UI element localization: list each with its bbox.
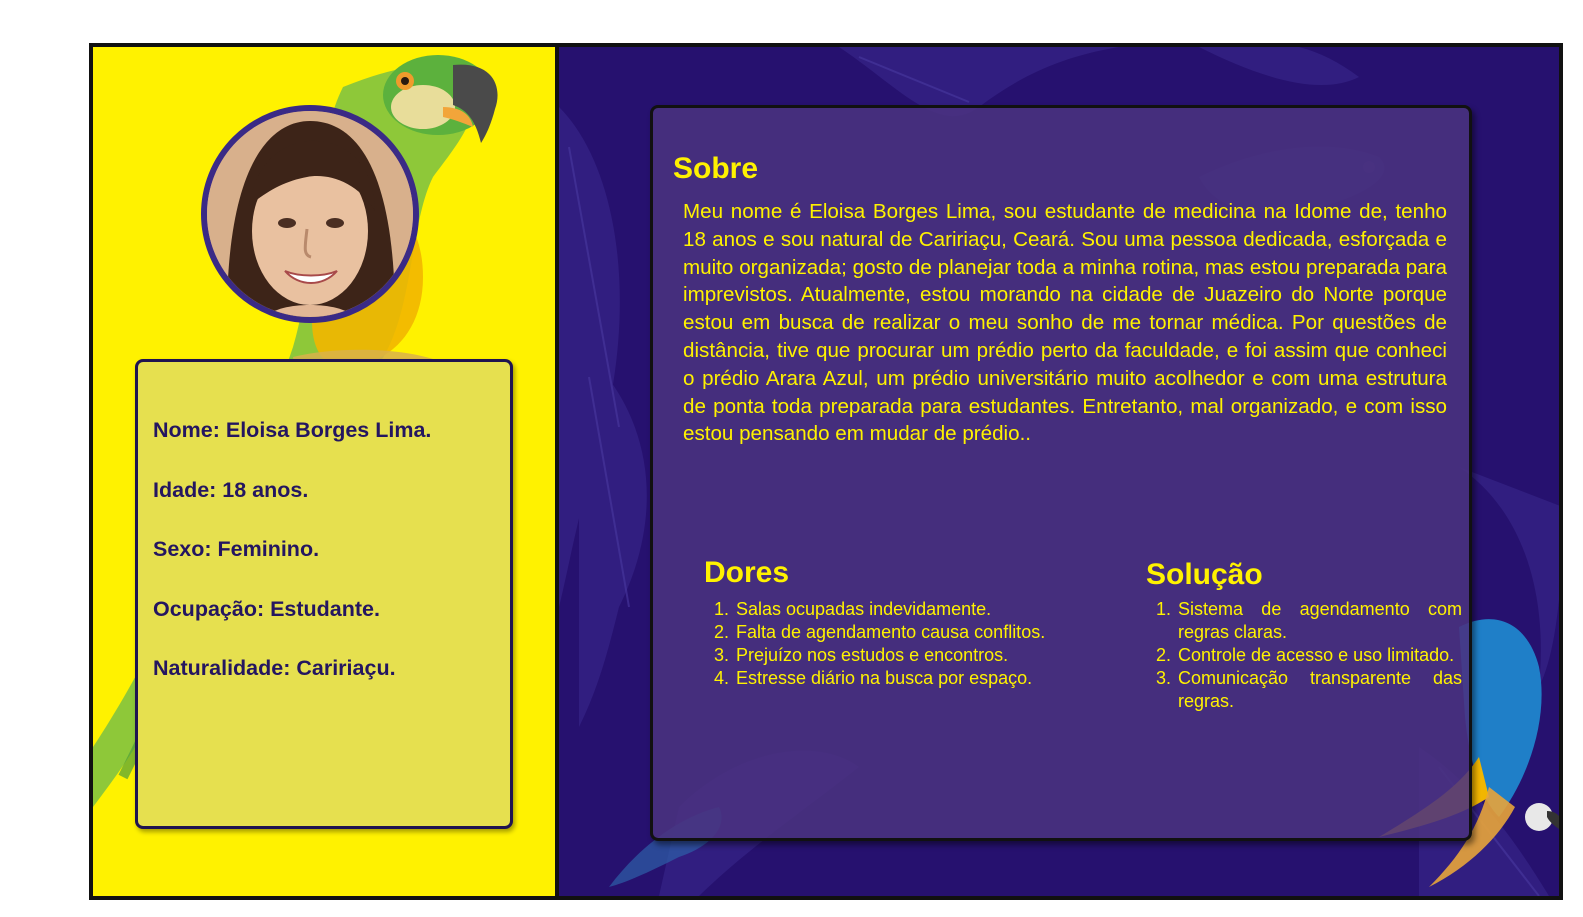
person-avatar-icon (207, 111, 413, 317)
solution-list (1146, 598, 1462, 713)
persona-card (89, 43, 1563, 900)
sex-field: Sexo: Feminino. (153, 537, 320, 561)
content-box (650, 105, 1472, 841)
list-item: 1. Salas ocupadas indevidamente. (734, 598, 1114, 621)
solution-title: Solução (1146, 558, 1263, 591)
age-field: Idade: 18 anos. (153, 478, 309, 502)
list-item: 1. Sistema de agendamento com regras claras. (1176, 598, 1462, 644)
about-text: Meu nome é Eloisa Borges Lima, sou estudante de medicina na Idome de, tenho 18 anos e sou natural de Caririaçu, Ceará. Sou uma pessoa dedicada, esforçada e muito organizada; gosto de planejar toda a minha rotina, mas estou preparada para imprevistos. Atualmente, estou morando na cidade de Juazeiro do Norte porque estou em busca de realizar o meu sonho de me tornar médica. Por questões de distância, tive que procurar um prédio perto da faculdade, e foi assim que conheci o prédio Arara Azul, um prédio universitário muito acolhedor e com uma estrutura de ponta toda preparada para estudantes. Entretanto, mal organizado, e com isso estou pensando em mudar de prédio.. (683, 200, 1447, 446)
list-item: 3. Prejuízo nos estudos e encontros. (734, 644, 1114, 667)
profile-panel (93, 47, 559, 896)
persona-details-box (135, 359, 513, 829)
list-item: 4. Estresse diário na busca por espaço. (734, 667, 1114, 690)
name-field: Nome: Eloisa Borges Lima. (153, 418, 432, 442)
list-item: 2. Falta de agendamento causa conflitos. (734, 621, 1114, 644)
occupation-field: Ocupação: Estudante. (153, 597, 380, 621)
birthplace-field: Naturalidade: Caririaçu. (153, 656, 396, 680)
list-item: 2. Controle de acesso e uso limitado. (1176, 644, 1462, 667)
profile-photo (201, 105, 419, 323)
pains-title: Dores (704, 556, 790, 589)
content-panel (559, 47, 1559, 896)
about-title: Sobre (673, 152, 759, 185)
pains-list (704, 598, 1114, 690)
list-item: 3. Comunicação transparente das regras. (1176, 667, 1462, 713)
